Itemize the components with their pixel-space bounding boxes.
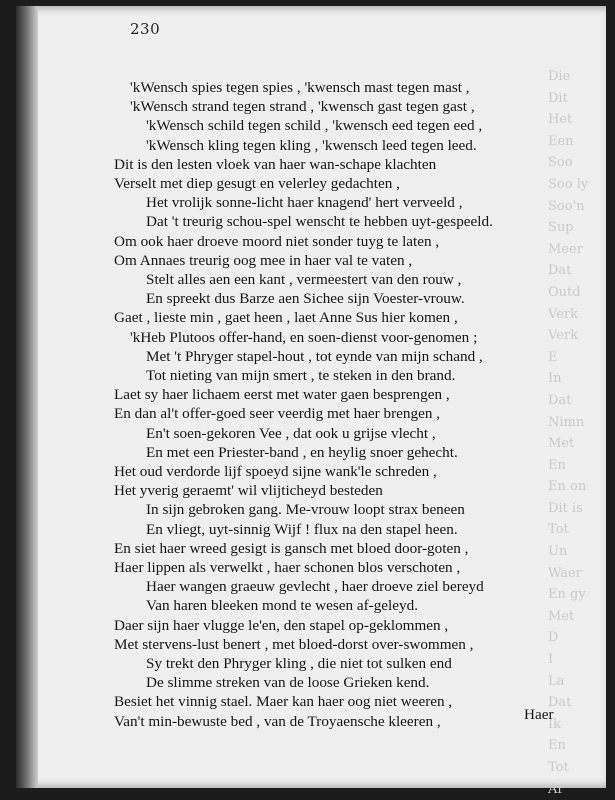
- bleed-through-line: Verk: [548, 306, 578, 322]
- bleed-through-line: Met: [548, 436, 575, 452]
- bleed-through-line: Soo ly: [548, 176, 589, 192]
- bleed-through-line: Verk: [548, 328, 578, 344]
- poem-line: Het vrolijk sonne-licht haer knagend' hert verveeld ,: [146, 194, 463, 212]
- poem-line: Dat 't treurig schou-spel wenscht te hebben uyt-gespeeld.: [146, 213, 493, 231]
- bleed-through-line: Meer: [548, 241, 583, 257]
- poem-line: Haer wangen graeuw gevlecht , haer droeve ziel bereyd: [146, 578, 484, 596]
- bleed-through-line: Soo: [548, 155, 573, 171]
- poem-line: En siet haer wreed gesigt is gansch met bloed door-goten ,: [114, 539, 469, 557]
- bleed-through-line: Die: [548, 69, 571, 84]
- poem-line: Besiet het vinnig stael. Maer kan haer oog niet weeren ,: [114, 693, 453, 711]
- poem-line: En spreekt dus Barze aen Sichee sijn Voester-vrouw.: [146, 290, 465, 308]
- bleed-through-line: In: [548, 371, 562, 387]
- bleed-through-line: Dat: [548, 392, 572, 408]
- poem-line: Haer lippen als verwelkt , haer schonen blos verschoten ,: [114, 559, 461, 576]
- bleed-through-line: Ik: [548, 716, 562, 732]
- bleed-through-line: Het: [548, 112, 573, 128]
- poem-line: Om ook haer droeve moord niet sonder tuyg te laten ,: [114, 232, 440, 250]
- poem-line: Met stervens-lust benert , met bloed-dorst over-swommen ,: [114, 635, 474, 653]
- bleed-through-line: La: [548, 673, 565, 689]
- poem-line: 'kWensch kling tegen kling , 'kwensch leed tegen leed.: [146, 136, 477, 154]
- poem-line: Verselt met diep gesugt en velerley gedachten ,: [114, 175, 400, 192]
- poem-line: Van haren bleeken mond te wesen af-geleyd.: [146, 597, 418, 615]
- catchword: Haer: [524, 706, 554, 723]
- poem-line: 'kWensch schild tegen schild , 'kwensch eed tegen eed ,: [146, 117, 483, 135]
- bleed-through-line: Waer: [548, 565, 582, 581]
- poem-line: Laet sy haer lichaem eerst met water gaen besprengen ,: [114, 386, 450, 404]
- poem-line: Het oud verdorde lijf spoeyd sijne wank'le schreden ,: [114, 463, 437, 480]
- bleed-through-line: Tot: [548, 522, 569, 538]
- bleed-through-line: En: [548, 738, 566, 754]
- poem-line: De slimme streken van de loose Grieken kend.: [146, 674, 430, 692]
- poem-line: Tot nieting van mijn smert , te steken in den brand.: [146, 367, 456, 384]
- book-gutter-shadow: [16, 6, 38, 788]
- bleed-through-line: Outd: [548, 284, 581, 300]
- bleed-through-line: E: [548, 349, 558, 365]
- bleed-through-line: Een: [548, 133, 574, 149]
- page-number: 230: [130, 20, 161, 38]
- bleed-through-line: Dit is: [548, 500, 583, 516]
- poem-line: Gaet , lieste min , gaet heen , laet Anne Sus hier komen ,: [114, 309, 458, 327]
- bleed-through-line: En: [548, 457, 566, 473]
- book-page: [16, 6, 606, 797]
- bleed-through-line: D: [548, 630, 559, 646]
- poem-line: Daer sijn haer vlugge le'en, den stapel op-geklommen ,: [114, 616, 449, 634]
- poem-line: 'kWensch strand tegen strand , 'kwensch gast tegen gast ,: [130, 98, 475, 116]
- bleed-through-line: Met: [548, 608, 575, 624]
- bleed-through-line: Un: [548, 544, 568, 560]
- poem-line: Het yverig geraemt' wil vlijticheyd besteden: [114, 482, 383, 500]
- bleed-through-line: Nimn: [548, 414, 585, 430]
- bleed-through-line: Sup: [548, 220, 574, 236]
- poem-line: Van't min-bewuste bed , van de Troyaensche kleeren ,: [114, 712, 441, 730]
- poem-line: In sijn gebroken gang. Me-vrouw loopt strax beneen: [146, 501, 465, 519]
- poem-line: En met een Priester-band , en heylig snoer gehecht.: [146, 443, 458, 461]
- bleed-through-line: Tot: [548, 760, 569, 775]
- bleed-through-line: Dat: [548, 263, 572, 279]
- poem-line: En't soen-gekoren Vee , dat ook u grijse vlecht ,: [146, 424, 436, 442]
- bleed-through-line: Dat: [548, 695, 572, 711]
- poem-line: Om Annaes treurig oog mee in haer val te vaten ,: [114, 251, 413, 269]
- poem-line: 'kHeb Plutoos offer-hand, en soen-dienst voor-genomen ;: [130, 328, 478, 346]
- poem-line: 'kWensch spies tegen spies , 'kwensch mast tegen mast ,: [130, 79, 470, 96]
- bleed-through-line: En on: [548, 479, 587, 495]
- bleed-through-line: I: [548, 652, 554, 668]
- poem-line: Met 't Phryger stapel-hout , tot eynde van mijn schand ,: [146, 347, 483, 365]
- poem-line: Stelt alles aen een kant , vermeestert van den rouw ,: [146, 271, 462, 288]
- bleed-through-line: Soo'n: [548, 198, 585, 214]
- poem-line: En vliegt, uyt-sinnig Wijf ! flux na den stapel heen.: [146, 520, 458, 538]
- bleed-through-line: Ar: [548, 781, 564, 797]
- poem-line: Sy trekt den Phryger kling , die niet tot sulken end: [146, 655, 452, 672]
- bleed-through-line: Dit: [548, 90, 568, 106]
- bleed-through-line: En gy: [548, 587, 586, 603]
- bleed-through-text: [548, 66, 606, 797]
- poem-line: Dit is den lesten vloek van haer wan-schape klachten: [114, 155, 437, 173]
- poem-line: En dan al't offer-goed seer veerdig met haer brengen ,: [114, 405, 441, 423]
